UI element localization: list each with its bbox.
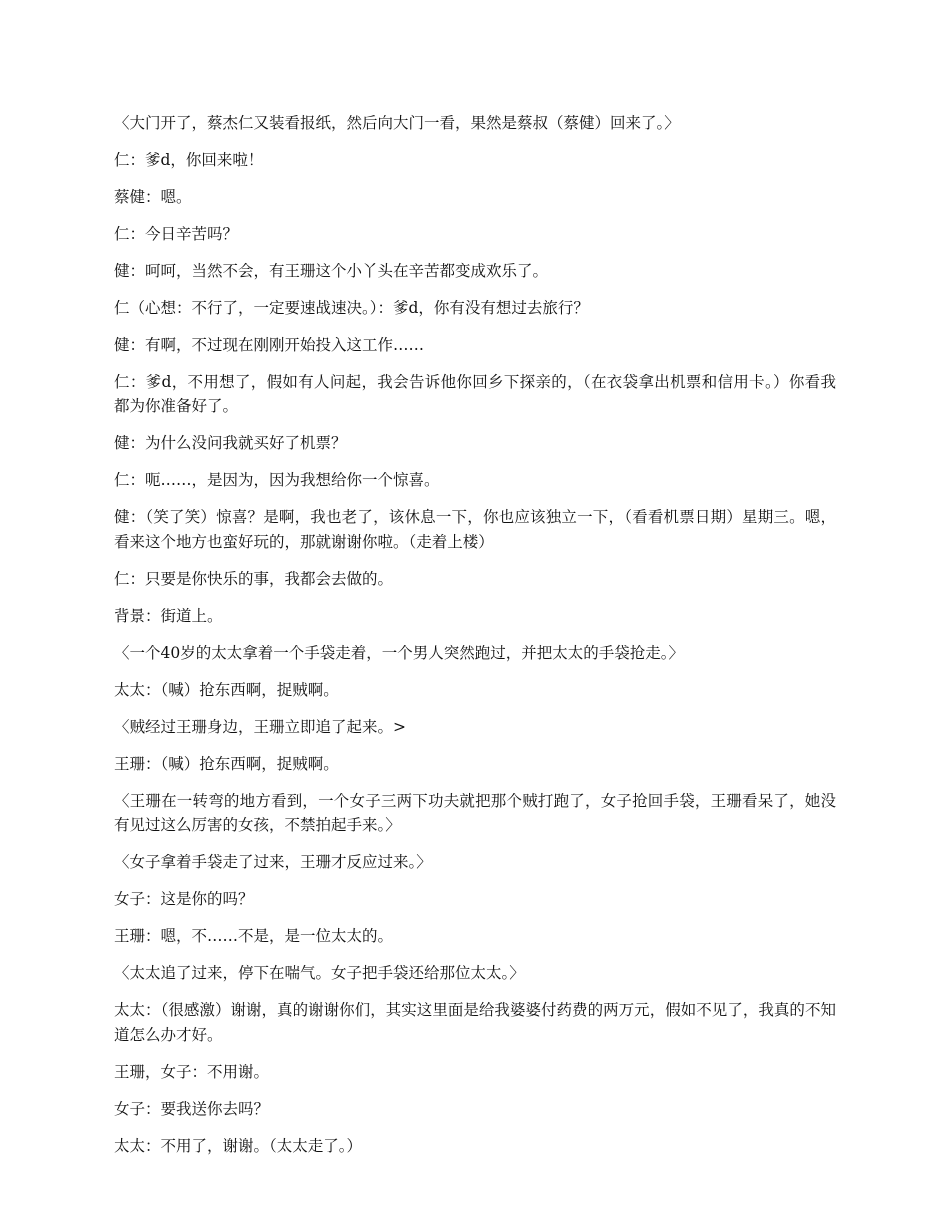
paragraph-25: 女子：要我送你去吗？ [114,1099,270,1118]
paragraph-26: 太太：不用了，谢谢。（太太走了。） [114,1136,363,1155]
paragraph-18: 〈王珊在一转弯的地方看到，一个女子三两下功夫就把那个贼打跑了，女子抢回手袋，王珊看呆了，她没有见过这么厉害的女孩，不禁拍起手来。〉 [114,791,836,835]
paragraph-2: 仁：爹d，你回来啦！ [114,151,264,169]
paragraph-4: 仁：今日辛苦吗？ [114,225,239,243]
paragraph-24: 王珊，女子：不用谢。 [114,1062,270,1081]
paragraph-6: 仁（心想：不行了，一定要速战速决。）：爹d，你有没有想过去旅行？ [114,299,589,317]
paragraph-14: 〈一个40岁的太太拿着一个手袋走着，一个男人突然跑过，并把太太的手袋抢走。〉 [114,643,684,662]
paragraph-23: 太太：（很感激）谢谢，真的谢谢你们，其实这里面是给我婆婆付药费的两万元，假如不见了，我真的不知道怎么办才好。 [114,1001,836,1044]
paragraph-15: 太太：（喊）抢东西啊，捉贼啊。 [114,680,339,699]
paragraph-12: 仁：只要是你快乐的事，我都会去做的。 [114,569,394,588]
paragraph-9: 健：为什么没问我就买好了机票？ [114,434,347,453]
paragraph-7: 健：有啊，不过现在刚刚开始投入这工作…… [114,336,425,354]
paragraph-5: 健：呵呵，当然不会，有王珊这个小丫头在辛苦都变成欢乐了。 [114,262,549,280]
paragraph-16: 〈贼经过王珊身边，王珊立即追了起来。> [114,717,406,736]
document-page [114,111,836,1171]
paragraph-11: 健：（笑了笑）惊喜？是啊，我也老了，该休息一下，你也应该独立一下，（看看机票日期）星期三。嗯，看来这个地方也蛮好玩的，那就谢谢你啦。（走着上楼） [114,508,836,551]
paragraph-21: 王珊：嗯，不……不是，是一位太太的。 [114,927,394,946]
paragraph-20: 女子：这是你的吗？ [114,890,254,909]
paragraph-10: 仁：呃……，是因为，因为我想给你一个惊喜。 [114,471,440,490]
paragraph-13: 背景：街道上。 [114,606,223,625]
paragraph-1: 〈大门开了，蔡杰仁又装看报纸，然后向大门一看，果然是蔡叔（蔡健）回来了。〉 [114,114,680,132]
paragraph-22: 〈太太追了过来，停下在喘气。女子把手袋还给那位太太。〉 [114,964,525,983]
paragraph-8: 仁：爹d，不用想了，假如有人问起，我会告诉他你回乡下探亲的，（在衣袋拿出机票和信用卡。）你看我都为你准备好了。 [114,373,836,416]
paragraph-17: 王珊：（喊）抢东西啊，捉贼啊。 [114,754,339,773]
paragraph-19: 〈女子拿着手袋走了过来，王珊才反应过来。〉 [114,853,432,872]
paragraph-3: 蔡健：嗯。 [114,188,192,206]
